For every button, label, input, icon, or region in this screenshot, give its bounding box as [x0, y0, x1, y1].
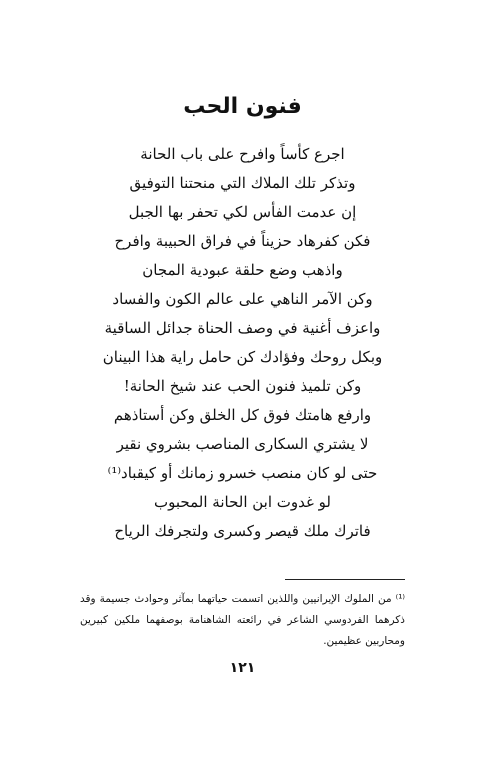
poem-line: لو غدوت ابن الحانة المحبوب: [154, 493, 331, 511]
footnote-divider: [285, 579, 405, 580]
poem-line: وكن الآمر الناهي على عالم الكون والفساد: [112, 290, 373, 308]
poem-line: لا يشتري السكارى المناصب بشروي نقير: [116, 435, 369, 453]
poem-title: فنون الحب: [183, 94, 302, 119]
poem-line: وبكل روحك وفؤادك كن حامل راية هذا البينان: [102, 348, 383, 366]
poem-line: وارفع هامتك فوق كل الخلق وكن أستاذهم: [113, 406, 372, 424]
footnote: ⁽¹⁾ من الملوك الإيرانيين واللذين اتسمت حياتهما بمآثر وحوادث جسيمة وقد ذكرهما الفردوسي الشاعر في رائعته الشاهنامة بوصفهما ملكين كبيرين ومحاربين عظيمين.: [80, 593, 405, 647]
page-number: ١٢١: [229, 660, 256, 676]
poem-line: واذهب وضع حلقة عبودية المجان: [142, 261, 343, 279]
poem-line: فاترك ملك قيصر وكسرى ولتجرفك الرياح: [114, 522, 371, 540]
poem-line: وتذكر تلك الملاك التي منحتنا التوفيق: [129, 174, 356, 192]
poem-line: فكن كفرهاد حزيناً في فراق الحبيبة وافرح: [114, 232, 371, 250]
poem-line: إن عدمت الفأس لكي تحفر بها الجبل: [128, 203, 357, 221]
poem-line: وكن تلميذ فنون الحب عند شيخ الحانة!: [123, 377, 362, 395]
poem-body: [0, 140, 485, 546]
poem-line: واعزف أغنية في وصف الحناة جدائل الساقية: [104, 319, 381, 337]
poem-line: حتى لو كان منصب خسرو زمانك أو كيقباد⁽¹⁾: [107, 464, 378, 482]
poem-line: اجرع كأساً وافرح على باب الحانة: [140, 145, 345, 163]
